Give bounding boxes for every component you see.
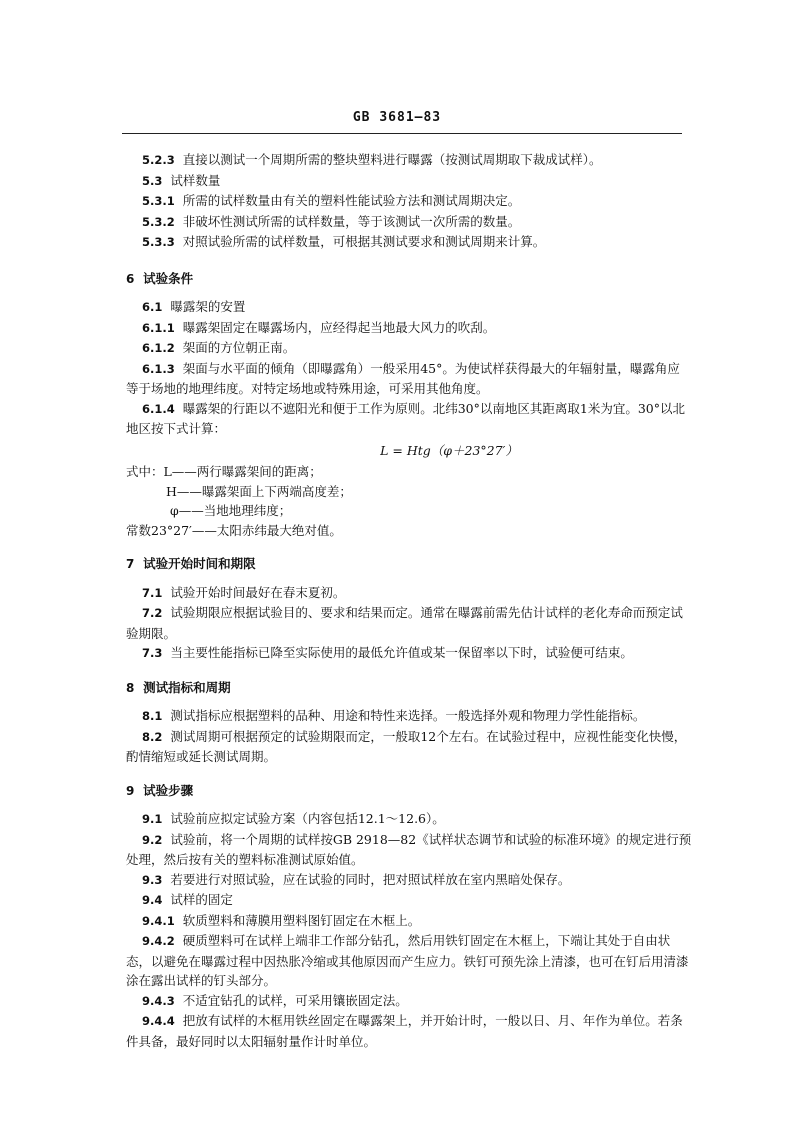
where-line-l: 式中：L——两行曝露架间的距离； <box>126 464 322 479</box>
clause-8-1 <box>126 706 692 727</box>
clause-8-2 <box>126 727 692 767</box>
clause-text: 试样数量 <box>170 172 221 188</box>
clause-5-2-3 <box>126 150 692 171</box>
clause-9-4-3 <box>126 991 692 1012</box>
clause-5-3 <box>126 171 692 192</box>
clause-6-1-1 <box>126 318 692 339</box>
clause-text: 若要进行对照试验，应在试验的同时，把对照试样放在室内黑暗处保存。 <box>170 871 571 887</box>
clause-6-1-3 <box>126 359 692 399</box>
clause-text: 直接以测试一个周期所需的整块塑料进行曝露（按测试周期取下裁成试样）。 <box>182 152 602 167</box>
clause-number: 9.4.2 <box>142 934 175 948</box>
clause-text: 曝露架的行距以不遮阳光和便于工作为原则。北纬30°以南地区其距离取1米为宜。30°以北地区按下式计算： <box>126 400 685 436</box>
clause-number: 7.1 <box>142 585 163 600</box>
page-header: GB 3681—83 <box>352 110 442 125</box>
clause-7-2 <box>126 603 692 643</box>
clause-number: 9.4.1 <box>142 913 175 928</box>
clause-number: 9.3 <box>142 872 163 887</box>
section-heading-8 <box>126 678 692 699</box>
clause-number: 5.3.2 <box>142 214 175 229</box>
clause-6-1-2 <box>126 338 692 359</box>
clause-number: 6.1.4 <box>142 401 175 416</box>
clause-5-3-1 <box>126 191 692 212</box>
clause-text: 测试周期可根据预定的试验期限而定，一般取12个左右。在试验过程中，应视性能变化快慢，酌情缩短或延长测试周期。 <box>126 728 687 764</box>
section-heading-9 <box>126 781 692 802</box>
clause-number: 6.1 <box>142 300 163 314</box>
clause-5-3-2 <box>126 212 692 233</box>
clause-text: 试验期限应根据试验目的、要求和结果而定。通常在曝露前需先估计试样的老化寿命而预定试验期限。 <box>126 605 683 641</box>
where-line-h: H——曝露架面上下两端高度差； <box>166 483 352 499</box>
section-number: 8 <box>126 680 135 695</box>
clause-text: 硬质塑料可在试样上端非工作部分钻孔，然后用铁钉固定在木框上，下端让其处于自由状态，以避免在曝露过程中因热胀冷缩或其他原因而产生应力。铁钉可预先涂上清漆，也可在钉后用清漆涂在露出试样的钉头部分。 <box>126 933 689 988</box>
clause-6-1-4 <box>126 399 692 439</box>
clause-number: 5.3 <box>142 173 163 188</box>
clause-number: 9.4 <box>142 893 163 907</box>
clause-number: 6.1.1 <box>142 320 175 335</box>
clause-number: 8.1 <box>142 709 163 723</box>
clause-6-1 <box>126 297 692 318</box>
section-heading-6 <box>126 269 692 290</box>
clause-text: 试验前应拟定试验方案（内容包括12.1～12.6）。 <box>170 811 445 826</box>
section-number: 7 <box>126 557 135 571</box>
clause-text: 软质塑料和薄膜用塑料图钉固定在木框上。 <box>182 912 421 928</box>
clause-number: 7.2 <box>142 606 163 620</box>
clause-5-3-3 <box>126 232 692 253</box>
clause-text: 试验前，将一个周期的试样按GB 2918—82《试样状态调节和试验的标准环境》的规定进行预处理，然后按有关的塑料标准测试原始值。 <box>126 831 692 867</box>
formula: L = Htg（φ＋23°27′） <box>380 442 518 458</box>
clause-number: 5.3.1 <box>142 194 175 208</box>
clause-9-4-1 <box>126 911 692 932</box>
section-title: 试验步骤 <box>143 782 194 798</box>
section-number: 9 <box>126 783 135 798</box>
clause-text: 架面与水平面的倾角（即曝露角）一般采用45°。为使试样获得最大的年辐射量，曝露角应等于场地的地理纬度。对特定场地或特殊用途，可采用其他角度。 <box>126 360 680 396</box>
section-heading-7 <box>126 554 692 575</box>
clause-text: 当主要性能指标已降至实际使用的最低允许值或某一保留率以下时，试验便可结束。 <box>170 645 633 660</box>
clause-text: 非破坏性测试所需的试样数量，等于该测试一次所需的数量。 <box>182 213 521 229</box>
clause-text: 曝露架固定在曝露场内，应经得起当地最大风力的吹刮。 <box>182 319 496 335</box>
clause-text: 所需的试样数量由有关的塑料性能试验方法和测试周期决定。 <box>182 193 521 208</box>
clause-text: 试验开始时间最好在春末夏初。 <box>170 584 346 600</box>
document-body <box>126 150 692 1051</box>
clause-number: 5.3.3 <box>142 235 175 249</box>
section-title: 试验开始时间和期限 <box>143 556 256 571</box>
clause-text: 不适宜钻孔的试样，可采用镶嵌固定法。 <box>182 992 408 1008</box>
clause-text: 对照试验所需的试样数量，可根据其测试要求和测试周期来计算。 <box>182 234 546 249</box>
clause-number: 9.2 <box>142 832 163 847</box>
section-number: 6 <box>126 271 135 286</box>
clause-number: 6.1.3 <box>142 361 175 376</box>
clause-number: 5.2.3 <box>142 153 175 167</box>
header-rule <box>122 133 682 134</box>
clause-7-1 <box>126 583 692 604</box>
where-line-phi: φ——当地地理纬度； <box>170 503 292 518</box>
clause-number: 9.1 <box>142 812 163 826</box>
clause-7-3 <box>126 643 692 664</box>
clause-text: 架面的方位朝正南。 <box>182 340 296 355</box>
section-title: 测试指标和周期 <box>143 679 231 695</box>
clause-text: 测试指标应根据塑料的品种、用途和特性来选择。一般选择外观和物理力学性能指标。 <box>170 708 646 723</box>
clause-text: 试样的固定 <box>170 892 233 907</box>
section-title: 试验条件 <box>143 270 194 286</box>
clause-9-4 <box>126 890 692 911</box>
clause-number: 9.4.4 <box>142 1014 175 1028</box>
clause-text: 曝露架的安置 <box>170 299 246 314</box>
clause-number: 6.1.2 <box>142 341 175 355</box>
clause-number: 8.2 <box>142 729 163 744</box>
where-line-constant: 常数23°27′——太阳赤纬最大绝对值。 <box>126 522 342 538</box>
clause-9-4-2 <box>126 931 692 991</box>
clause-9-2 <box>126 830 692 870</box>
clause-9-1 <box>126 809 692 830</box>
clause-number: 9.4.3 <box>142 993 175 1008</box>
clause-9-3 <box>126 870 692 891</box>
clause-text: 把放有试样的木框用铁丝固定在曝露架上，并开始计时，一般以日、月、年作为单位。若条件具备，最好同时以太阳辐射量作计时单位。 <box>126 1013 683 1049</box>
clause-number: 7.3 <box>142 646 163 660</box>
clause-9-4-4 <box>126 1011 692 1051</box>
